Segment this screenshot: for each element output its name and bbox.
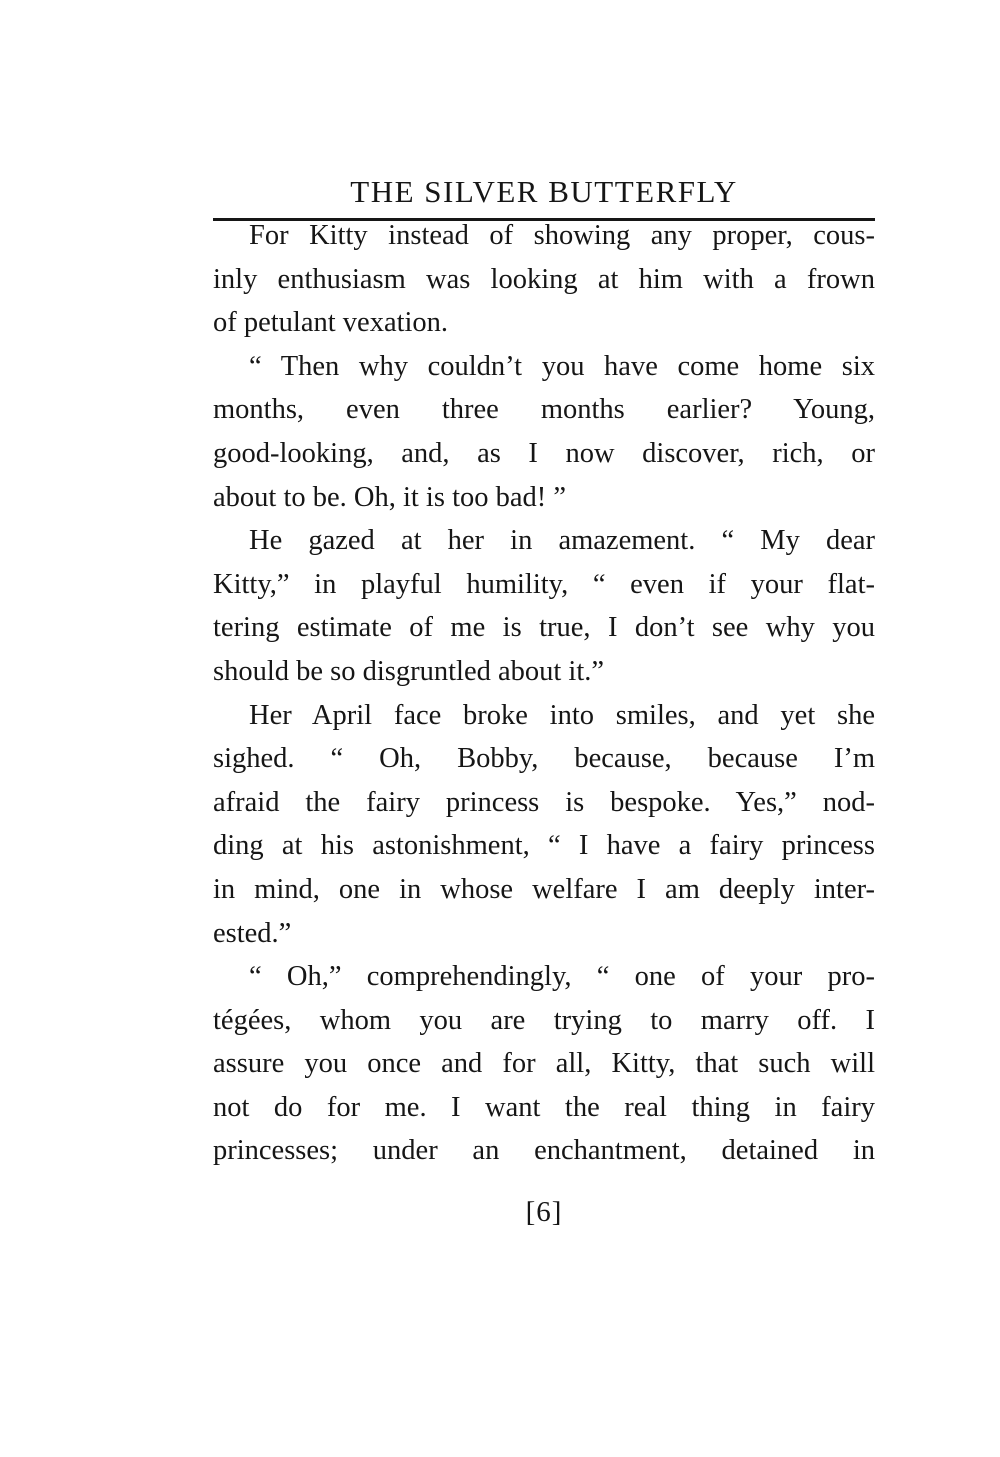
text-line: inly enthusiasm was looking at him with a frown <box>213 263 875 295</box>
text-line: Kitty,” in playful humility, “ even if your flat- <box>213 568 875 600</box>
text-line: of petulant vexation. <box>213 307 449 339</box>
text-line: ested.” <box>213 917 292 949</box>
text-line: sighed. “ Oh, Bobby, because, because I’m <box>213 743 875 775</box>
text-line: afraid the fairy princess is bespoke. Yes,” nod- <box>213 786 875 818</box>
text-line: For Kitty instead of showing any proper, cous- <box>249 220 875 251</box>
text-line: assure you once and for all, Kitty, that such will <box>213 1048 875 1080</box>
body-text <box>213 214 875 1173</box>
text-line: “ Then why couldn’t you have come home six <box>249 350 875 382</box>
paragraph-5 <box>213 955 875 1173</box>
text-line: princesses; under an enchantment, detained in <box>213 1135 875 1167</box>
running-head: THE SILVER BUTTERFLY <box>350 174 738 209</box>
text-line: tégées, whom you are trying to marry off. I <box>213 1004 875 1036</box>
text-line: Her April face broke into smiles, and yet she <box>249 699 875 731</box>
text-line: months, even three months earlier? Young, <box>213 394 875 426</box>
page-number: [6] <box>525 1196 563 1228</box>
text-line: ding at his astonishment, “ I have a fairy princess <box>213 830 875 862</box>
paragraph-2 <box>213 345 875 519</box>
paragraph-1 <box>213 214 875 345</box>
paragraph-4 <box>213 694 875 956</box>
text-line: He gazed at her in amazement. “ My dear <box>249 525 875 557</box>
text-line: about to be. Oh, it is too bad! ” <box>213 481 567 513</box>
text-line: not do for me. I want the real thing in fairy <box>213 1091 875 1123</box>
text-line: in mind, one in whose welfare I am deeply inter- <box>213 873 875 905</box>
text-line: tering estimate of me is true, I don’t see why you <box>213 612 875 644</box>
text-line: should be so disgruntled about it.” <box>213 655 605 687</box>
text-line: “ Oh,” comprehendingly, “ one of your pro- <box>249 961 875 993</box>
text-line: good-looking, and, as I now discover, rich, or <box>213 437 875 469</box>
paragraph-3 <box>213 519 875 693</box>
